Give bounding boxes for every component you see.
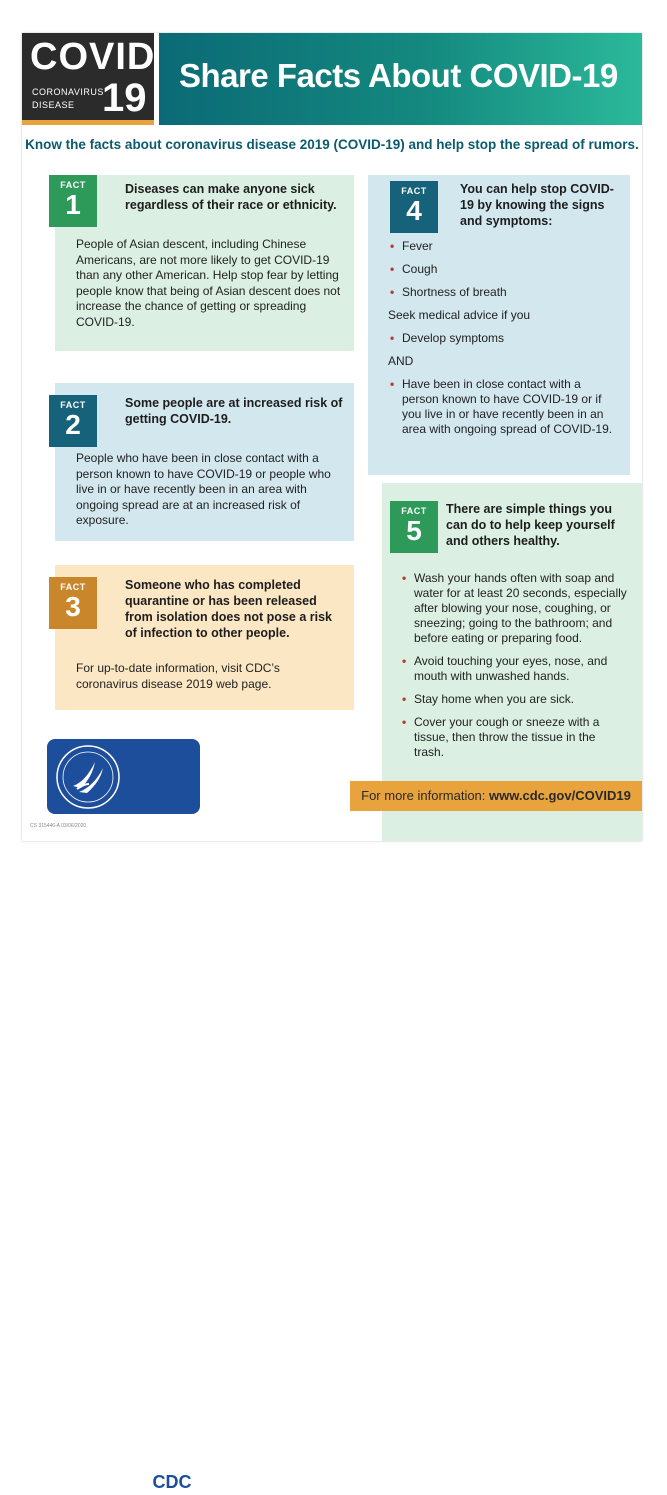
more-info-url[interactable]: www.cdc.gov/COVID19 (489, 788, 631, 803)
fact-3-body: For up-to-date information, visit CDC’s coronavirus disease 2019 web page. (76, 661, 280, 691)
list-item: • Shortness of breath (388, 285, 620, 300)
fact-5-label: FACT (401, 506, 427, 516)
fact-4-card (368, 175, 630, 475)
header-banner (159, 33, 642, 125)
covid19-logo (22, 33, 154, 125)
fact-4-heading: You can help stop COVID-19 by knowing the signs and symptoms: (460, 182, 614, 228)
fact-2-card (55, 383, 354, 541)
fact-3-heading: Someone who has completed quarantine or has been released from isolation does not pose a risk of infection to other people. (125, 578, 332, 640)
fact-1-card (55, 175, 354, 351)
poster (22, 33, 642, 1492)
more-info-prefix: For more information: (361, 788, 490, 803)
fact-5-content (400, 571, 628, 768)
list-item: • Develop symptoms (388, 331, 620, 346)
symptom-list (388, 239, 620, 300)
list-item: • Have been in close contact with a person known to have COVID-19 or if you live in or have recently been in an area with ongoing spread of COVID-19. (388, 377, 620, 437)
fact-5-heading: There are simple things you can do to help keep yourself and others healthy. (446, 502, 615, 548)
fact-2-label: FACT (60, 400, 86, 410)
page-title: Share Facts About COVID-19 (179, 57, 618, 94)
list-item: • Stay home when you are sick. (400, 692, 628, 707)
fact-1-body: People of Asian descent, including Chinese Americans, are not more likely to get COVID-19 than any other American. Help stop fear by letting people know that being of Asian descent does not increase the chance of getting or spreading COVID-19. (76, 237, 341, 329)
seek-advice-text: Seek medical advice if you (388, 308, 531, 322)
fact-3-number: 3 (65, 591, 81, 622)
fact-2-badge (49, 395, 97, 447)
list-item: • Fever (388, 239, 620, 254)
fact-1-heading: Diseases can make anyone sick regardless of their race or ethnicity. (125, 182, 337, 212)
fact-4-number: 4 (406, 195, 422, 226)
fact-4-content (388, 239, 620, 445)
logo-disease-text: DISEASE (32, 100, 75, 110)
list-item: • Cover your cough or sneeze with a tissue, then throw the tissue in the trash. (400, 715, 628, 760)
fact-4-label: FACT (401, 186, 427, 196)
fact-3-label: FACT (60, 582, 86, 592)
fact-2-body: People who have been in close contact with a person known to have COVID-19 or people who live in or have recently been in an area with ongoing spread are at an increased risk of exposure. (76, 451, 331, 527)
document-code: CS 315446-A 03/06/2020 (30, 823, 87, 829)
cdc-logo-text: CDC (148, 1469, 196, 1495)
fact-1-number: 1 (65, 189, 81, 220)
hhs-eagle-icon (53, 742, 123, 812)
fact-2-heading: Some people are at increased risk of getting COVID-19. (125, 396, 343, 426)
list-item: • Cough (388, 262, 620, 277)
logo-coronavirus-text: CORONAVIRUS (32, 87, 104, 97)
tips-list (400, 571, 628, 760)
fact-4-badge (390, 181, 438, 233)
fact-1-label: FACT (60, 180, 86, 190)
more-info-bar (350, 781, 642, 811)
fact-3-badge (49, 577, 97, 629)
fact-2-number: 2 (65, 409, 81, 440)
and-text: AND (388, 354, 414, 368)
logo-19-text: 19 (102, 76, 147, 120)
fact-3-card (55, 565, 354, 710)
fact-5-badge (390, 501, 438, 553)
subtitle: Know the facts about coronavirus disease 2019 (COVID-19) and help stop the spread of rumors. (25, 137, 639, 152)
condition-list-1 (388, 331, 620, 346)
logo-covid-text: COVID (30, 36, 156, 78)
condition-list-2 (388, 377, 620, 437)
fact-5-number: 5 (406, 515, 422, 546)
logo-accent-bar (22, 120, 154, 125)
list-item: • Wash your hands often with soap and water for at least 20 seconds, especially after blowing your nose, coughing, or sneezing; going to the bathroom; and before eating or preparing food. (400, 571, 628, 646)
fact-1-badge (49, 175, 97, 227)
list-item: • Avoid touching your eyes, nose, and mouth with unwashed hands. (400, 654, 628, 684)
